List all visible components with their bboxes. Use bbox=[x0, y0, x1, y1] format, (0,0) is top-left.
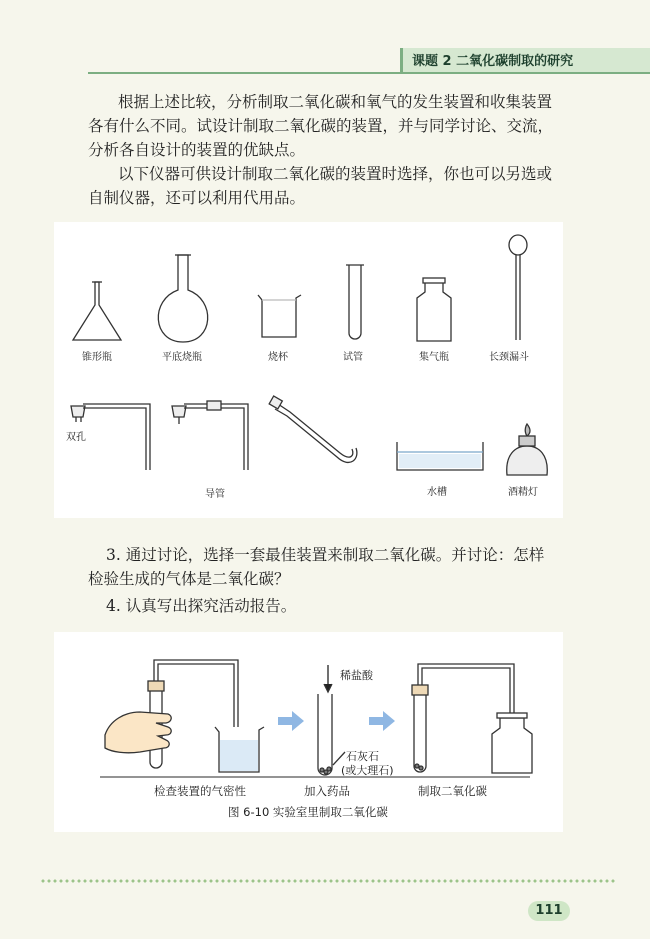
page-number: 111 bbox=[535, 903, 563, 918]
paragraph-3-line-1: 3. 通过讨论，选择一套最佳装置来制取二氧化碳。并讨论：怎样 bbox=[106, 546, 545, 564]
arrow-right-icon-2 bbox=[369, 711, 395, 731]
paragraph-2-line-2: 自制仪器，还可以利用代用品。 bbox=[88, 189, 306, 207]
label-test-tube: 试管 bbox=[343, 352, 363, 363]
label-limestone: 石灰石 bbox=[346, 750, 379, 763]
paragraph-4: 4. 认真写出探究活动报告。 bbox=[106, 597, 297, 615]
label-long-funnel: 长颈漏斗 bbox=[489, 352, 529, 363]
hand-icon bbox=[105, 712, 171, 753]
label-water-trough: 水槽 bbox=[427, 487, 447, 498]
label-conical-flask: 锥形瓶 bbox=[82, 352, 112, 363]
label-two-hole: 双孔 bbox=[66, 432, 86, 443]
label-marble: (或大理石) bbox=[341, 764, 394, 777]
figure-caption: 图 6-10 实验室里制取二氧化碳 bbox=[228, 805, 388, 819]
label-step-check-airtightness: 检查装置的气密性 bbox=[154, 784, 246, 798]
test-tube-step2-icon bbox=[318, 694, 332, 775]
label-step-add-reagents: 加入药品 bbox=[304, 784, 350, 798]
footer-dotted-divider bbox=[40, 879, 615, 883]
paragraph-1-line-3: 分析各自设计的装置的优缺点。 bbox=[88, 141, 306, 159]
paragraph-3-line-2: 检验生成的气体是二氧化碳？ bbox=[88, 570, 290, 588]
label-alcohol-lamp: 酒精灯 bbox=[508, 487, 538, 498]
paragraph-1-line-2: 各有什么不同。试设计制取二氧化碳的装置，并与同学讨论、交流， bbox=[88, 117, 554, 135]
label-step-make-co2: 制取二氧化碳 bbox=[418, 784, 487, 798]
label-gas-jar: 集气瓶 bbox=[419, 352, 449, 363]
label-flat-bottom-flask: 平底烧瓶 bbox=[162, 352, 202, 363]
label-delivery-tube: 导管 bbox=[205, 489, 225, 500]
paragraph-2-line-1: 以下仪器可供设计制取二氧化碳的装置时选择，你也可以另选或 bbox=[118, 165, 553, 183]
gas-jar-step3-icon bbox=[492, 718, 532, 773]
label-beaker: 烧杯 bbox=[268, 352, 288, 363]
paragraph-1-line-1: 根据上述比较，分析制取二氧化碳和氧气的发生装置和收集装置 bbox=[118, 93, 553, 111]
label-dilute-hcl: 稀盐酸 bbox=[340, 669, 373, 682]
arrow-right-icon-1 bbox=[278, 711, 304, 731]
test-tube-step3-icon bbox=[414, 694, 426, 772]
chapter-header-title: 课题 2 二氧化碳制取的研究 bbox=[412, 54, 574, 69]
